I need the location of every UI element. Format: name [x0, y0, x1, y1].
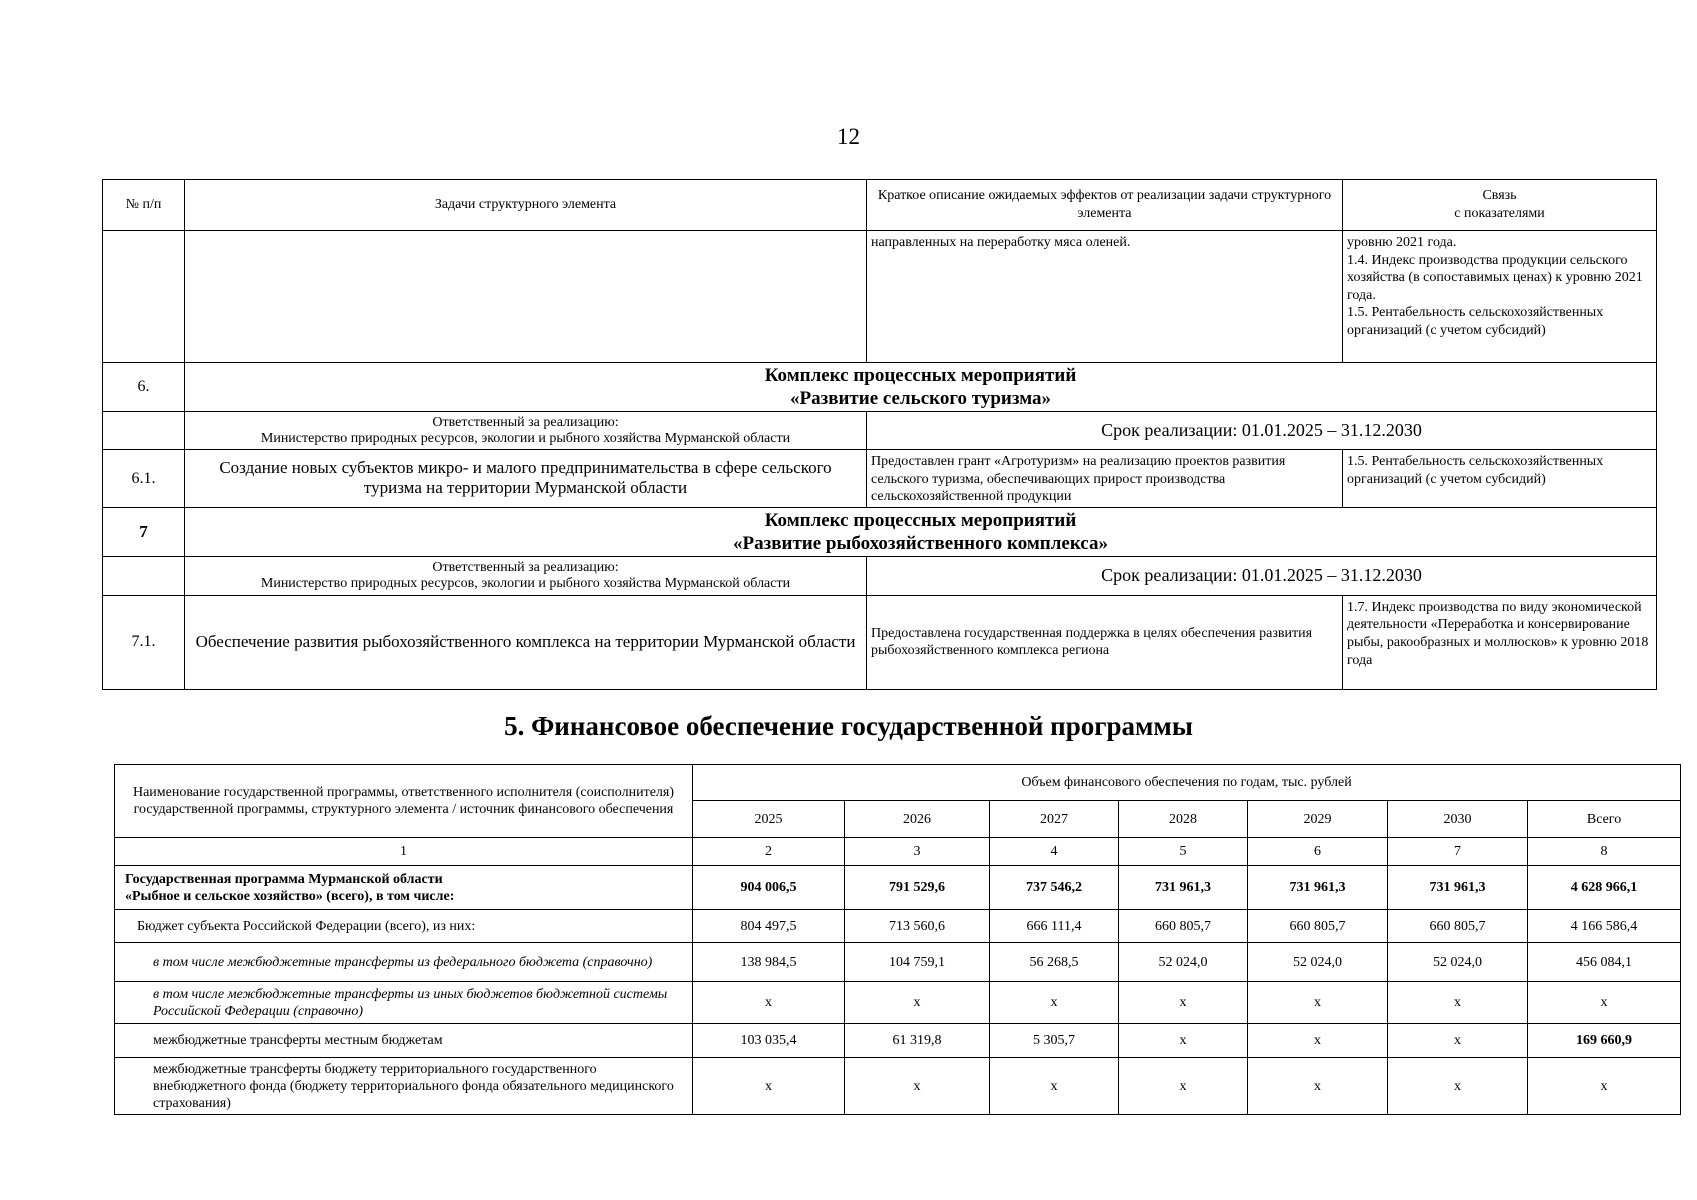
section6-num: 6. — [103, 363, 185, 412]
table-row — [115, 910, 1681, 943]
row-name-fund-transfers: межбюджетные трансферты бюджету территориального государственного внебюджетного фонда (бюджету территориального фонда обязательного медицинского страхования) — [115, 1058, 693, 1115]
year-2029: 2029 — [1248, 801, 1388, 838]
cell-value: х — [1248, 1058, 1388, 1115]
cell-value: 904 006,5 — [693, 866, 845, 910]
cell-value: 169 660,9 — [1528, 1024, 1681, 1058]
col-number: 7 — [1388, 838, 1528, 866]
col-number: 5 — [1119, 838, 1248, 866]
cell-value: 52 024,0 — [1248, 943, 1388, 982]
cell-value: х — [845, 1058, 990, 1115]
section6-title — [185, 363, 1657, 412]
cell-value: х — [990, 1058, 1119, 1115]
col-number: 6 — [1248, 838, 1388, 866]
table-row — [115, 943, 1681, 982]
financing-header-volume: Объем финансового обеспечения по годам, тыс. рублей — [693, 765, 1681, 801]
cell-value: 804 497,5 — [693, 910, 845, 943]
header-num: № п/п — [103, 180, 185, 231]
cell-value: 52 024,0 — [1119, 943, 1248, 982]
row-7-1-link: 1.7. Индекс производства по виду экономической деятельности «Переработка и консервирование рыбы, ракообразных и моллюсков» к уровню 2018 года — [1343, 595, 1657, 689]
section6-responsible-row — [103, 412, 1657, 450]
cell-value: 456 084,1 — [1528, 943, 1681, 982]
year-2028: 2028 — [1119, 801, 1248, 838]
financing-table — [114, 764, 1681, 1115]
cell-value: х — [845, 982, 990, 1024]
row-name-regional-budget: Бюджет субъекта Российской Федерации (всего), из них: — [115, 910, 693, 943]
row-7-1-effect: Предоставлена государственная поддержка в целях обеспечения развития рыбохозяйственного комплекса региона — [867, 595, 1343, 689]
section6-title-line2: «Развитие сельского туризма» — [789, 388, 1052, 409]
section7-num: 7 — [103, 507, 185, 556]
cell-value: 4 628 966,1 — [1528, 866, 1681, 910]
col-number: 3 — [845, 838, 990, 866]
table-row — [115, 982, 1681, 1024]
section6-resp-num-cell — [103, 412, 185, 450]
cell-value: х — [1119, 1024, 1248, 1058]
header-tasks: Задачи структурного элемента — [185, 180, 867, 231]
cell-value: х — [1388, 1024, 1528, 1058]
row-name-federal-transfers: в том числе межбюджетные трансферты из федерального бюджета (справочно) — [115, 943, 693, 982]
cell-value: х — [990, 982, 1119, 1024]
table-row — [115, 866, 1681, 910]
row-7-1-num: 7.1. — [103, 595, 185, 689]
cell-value: 52 024,0 — [1388, 943, 1528, 982]
financing-header-name: Наименование государственной программы, ответственного исполнителя (соисполнителя) государственной программы, структурного элемента / источник финансового обеспечения — [115, 765, 693, 838]
cell-value: 731 961,3 — [1248, 866, 1388, 910]
cell-value: 138 984,5 — [693, 943, 845, 982]
year-2025: 2025 — [693, 801, 845, 838]
cell-value: 61 319,8 — [845, 1024, 990, 1058]
cont-task-cell — [185, 231, 867, 363]
row-7-1 — [103, 595, 1657, 689]
financing-header-row — [115, 765, 1681, 801]
cell-value: 56 268,5 — [990, 943, 1119, 982]
header-link: Связь с показателями — [1343, 180, 1657, 231]
year-2027: 2027 — [990, 801, 1119, 838]
section6-resp-label: Ответственный за реализацию: — [432, 414, 619, 430]
row-7-1-task: Обеспечение развития рыбохозяйственного комплекса на территории Мурманской области — [185, 595, 867, 689]
section7-title-line1: Комплекс процессных мероприятий — [764, 509, 1077, 531]
section7-term: Срок реализации: 01.01.2025 – 31.12.2030 — [867, 556, 1657, 595]
row-6-1-link: 1.5. Рентабельность сельскохозяйственных организаций (с учетом субсидий) — [1343, 450, 1657, 508]
section-title: 5. Финансовое обеспечение государственной программы — [504, 711, 1193, 741]
header-effects: Краткое описание ожидаемых эффектов от реализации задачи структурного элемента — [867, 180, 1343, 231]
table-row — [115, 1058, 1681, 1115]
section7-resp-num-cell — [103, 556, 185, 595]
table-row — [115, 1024, 1681, 1058]
row-6-1-task: Создание новых субъектов микро- и малого предпринимательства в сфере сельского туризма на территории Мурманской области — [185, 450, 867, 508]
section7-title — [185, 507, 1657, 556]
cell-value: х — [1248, 982, 1388, 1024]
section6-term: Срок реализации: 01.01.2025 – 31.12.2030 — [867, 412, 1657, 450]
cont-num-cell — [103, 231, 185, 363]
cell-value: х — [1528, 1058, 1681, 1115]
cell-value: 4 166 586,4 — [1528, 910, 1681, 943]
col-number: 2 — [693, 838, 845, 866]
cell-value: х — [1119, 982, 1248, 1024]
col-number: 4 — [990, 838, 1119, 866]
cell-value: х — [1248, 1024, 1388, 1058]
table1-header-row — [103, 180, 1657, 231]
cell-value: х — [1528, 982, 1681, 1024]
section7-responsible — [185, 556, 867, 595]
col-number: 8 — [1528, 838, 1681, 866]
section7-resp-org: Министерство природных ресурсов, экологии и рыбного хозяйства Мурманской области — [260, 575, 791, 591]
cell-value: 666 111,4 — [990, 910, 1119, 943]
section6-title-line1: Комплекс процессных мероприятий — [764, 365, 1077, 386]
cell-value: 104 759,1 — [845, 943, 990, 982]
year-2030: 2030 — [1388, 801, 1528, 838]
page-number: 12 — [837, 124, 860, 149]
row-6-1 — [103, 450, 1657, 508]
year-2026: 2026 — [845, 801, 990, 838]
cell-value: 791 529,6 — [845, 866, 990, 910]
row-name-local-transfers: межбюджетные трансферты местным бюджетам — [115, 1024, 693, 1058]
cell-value: 660 805,7 — [1388, 910, 1528, 943]
section6-responsible — [185, 412, 867, 450]
cell-value: 713 560,6 — [845, 910, 990, 943]
cell-value: х — [1119, 1058, 1248, 1115]
year-total: Всего — [1528, 801, 1681, 838]
continuation-row — [103, 231, 1657, 363]
cell-value: х — [1388, 1058, 1528, 1115]
cell-value: 737 546,2 — [990, 866, 1119, 910]
section6-resp-org: Министерство природных ресурсов, экологии и рыбного хозяйства Мурманской области — [260, 430, 791, 446]
row-name-other-transfers: в том числе межбюджетные трансферты из иных бюджетов бюджетной системы Российской Федерации (справочно) — [115, 982, 693, 1024]
cell-value: 731 961,3 — [1388, 866, 1528, 910]
cell-value: 660 805,7 — [1248, 910, 1388, 943]
structural-elements-table — [102, 179, 1657, 690]
cell-value: х — [693, 982, 845, 1024]
col-number: 1 — [115, 838, 693, 866]
section7-resp-label: Ответственный за реализацию: — [432, 559, 619, 575]
row-name-program-total: Государственная программа Мурманской области «Рыбное и сельское хозяйство» (всего), в том числе: — [115, 866, 693, 910]
section7-title-row — [103, 507, 1657, 556]
cont-link: уровню 2021 года. 1.4. Индекс производства продукции сельского хозяйства (в сопоставимых ценах) к уровню 2021 года. 1.5. Рентабельность сельскохозяйственных организаций (с учетом субсидий) — [1343, 231, 1657, 363]
section7-title-line2: «Развитие рыбохозяйственного комплекса» — [733, 532, 1108, 554]
cell-value: 660 805,7 — [1119, 910, 1248, 943]
cell-value: х — [693, 1058, 845, 1115]
cell-value: 103 035,4 — [693, 1024, 845, 1058]
row-6-1-num: 6.1. — [103, 450, 185, 508]
column-numbers-row — [115, 838, 1681, 866]
section7-responsible-row — [103, 556, 1657, 595]
cell-value: х — [1388, 982, 1528, 1024]
cell-value: 5 305,7 — [990, 1024, 1119, 1058]
section6-title-row — [103, 363, 1657, 412]
cell-value: 731 961,3 — [1119, 866, 1248, 910]
cont-effect: направленных на переработку мяса оленей. — [867, 231, 1343, 363]
row-6-1-effect: Предоставлен грант «Агротуризм» на реализацию проектов развития сельского туризма, обеспечивающих прирост производства сельскохозяйственной продукции — [867, 450, 1343, 508]
